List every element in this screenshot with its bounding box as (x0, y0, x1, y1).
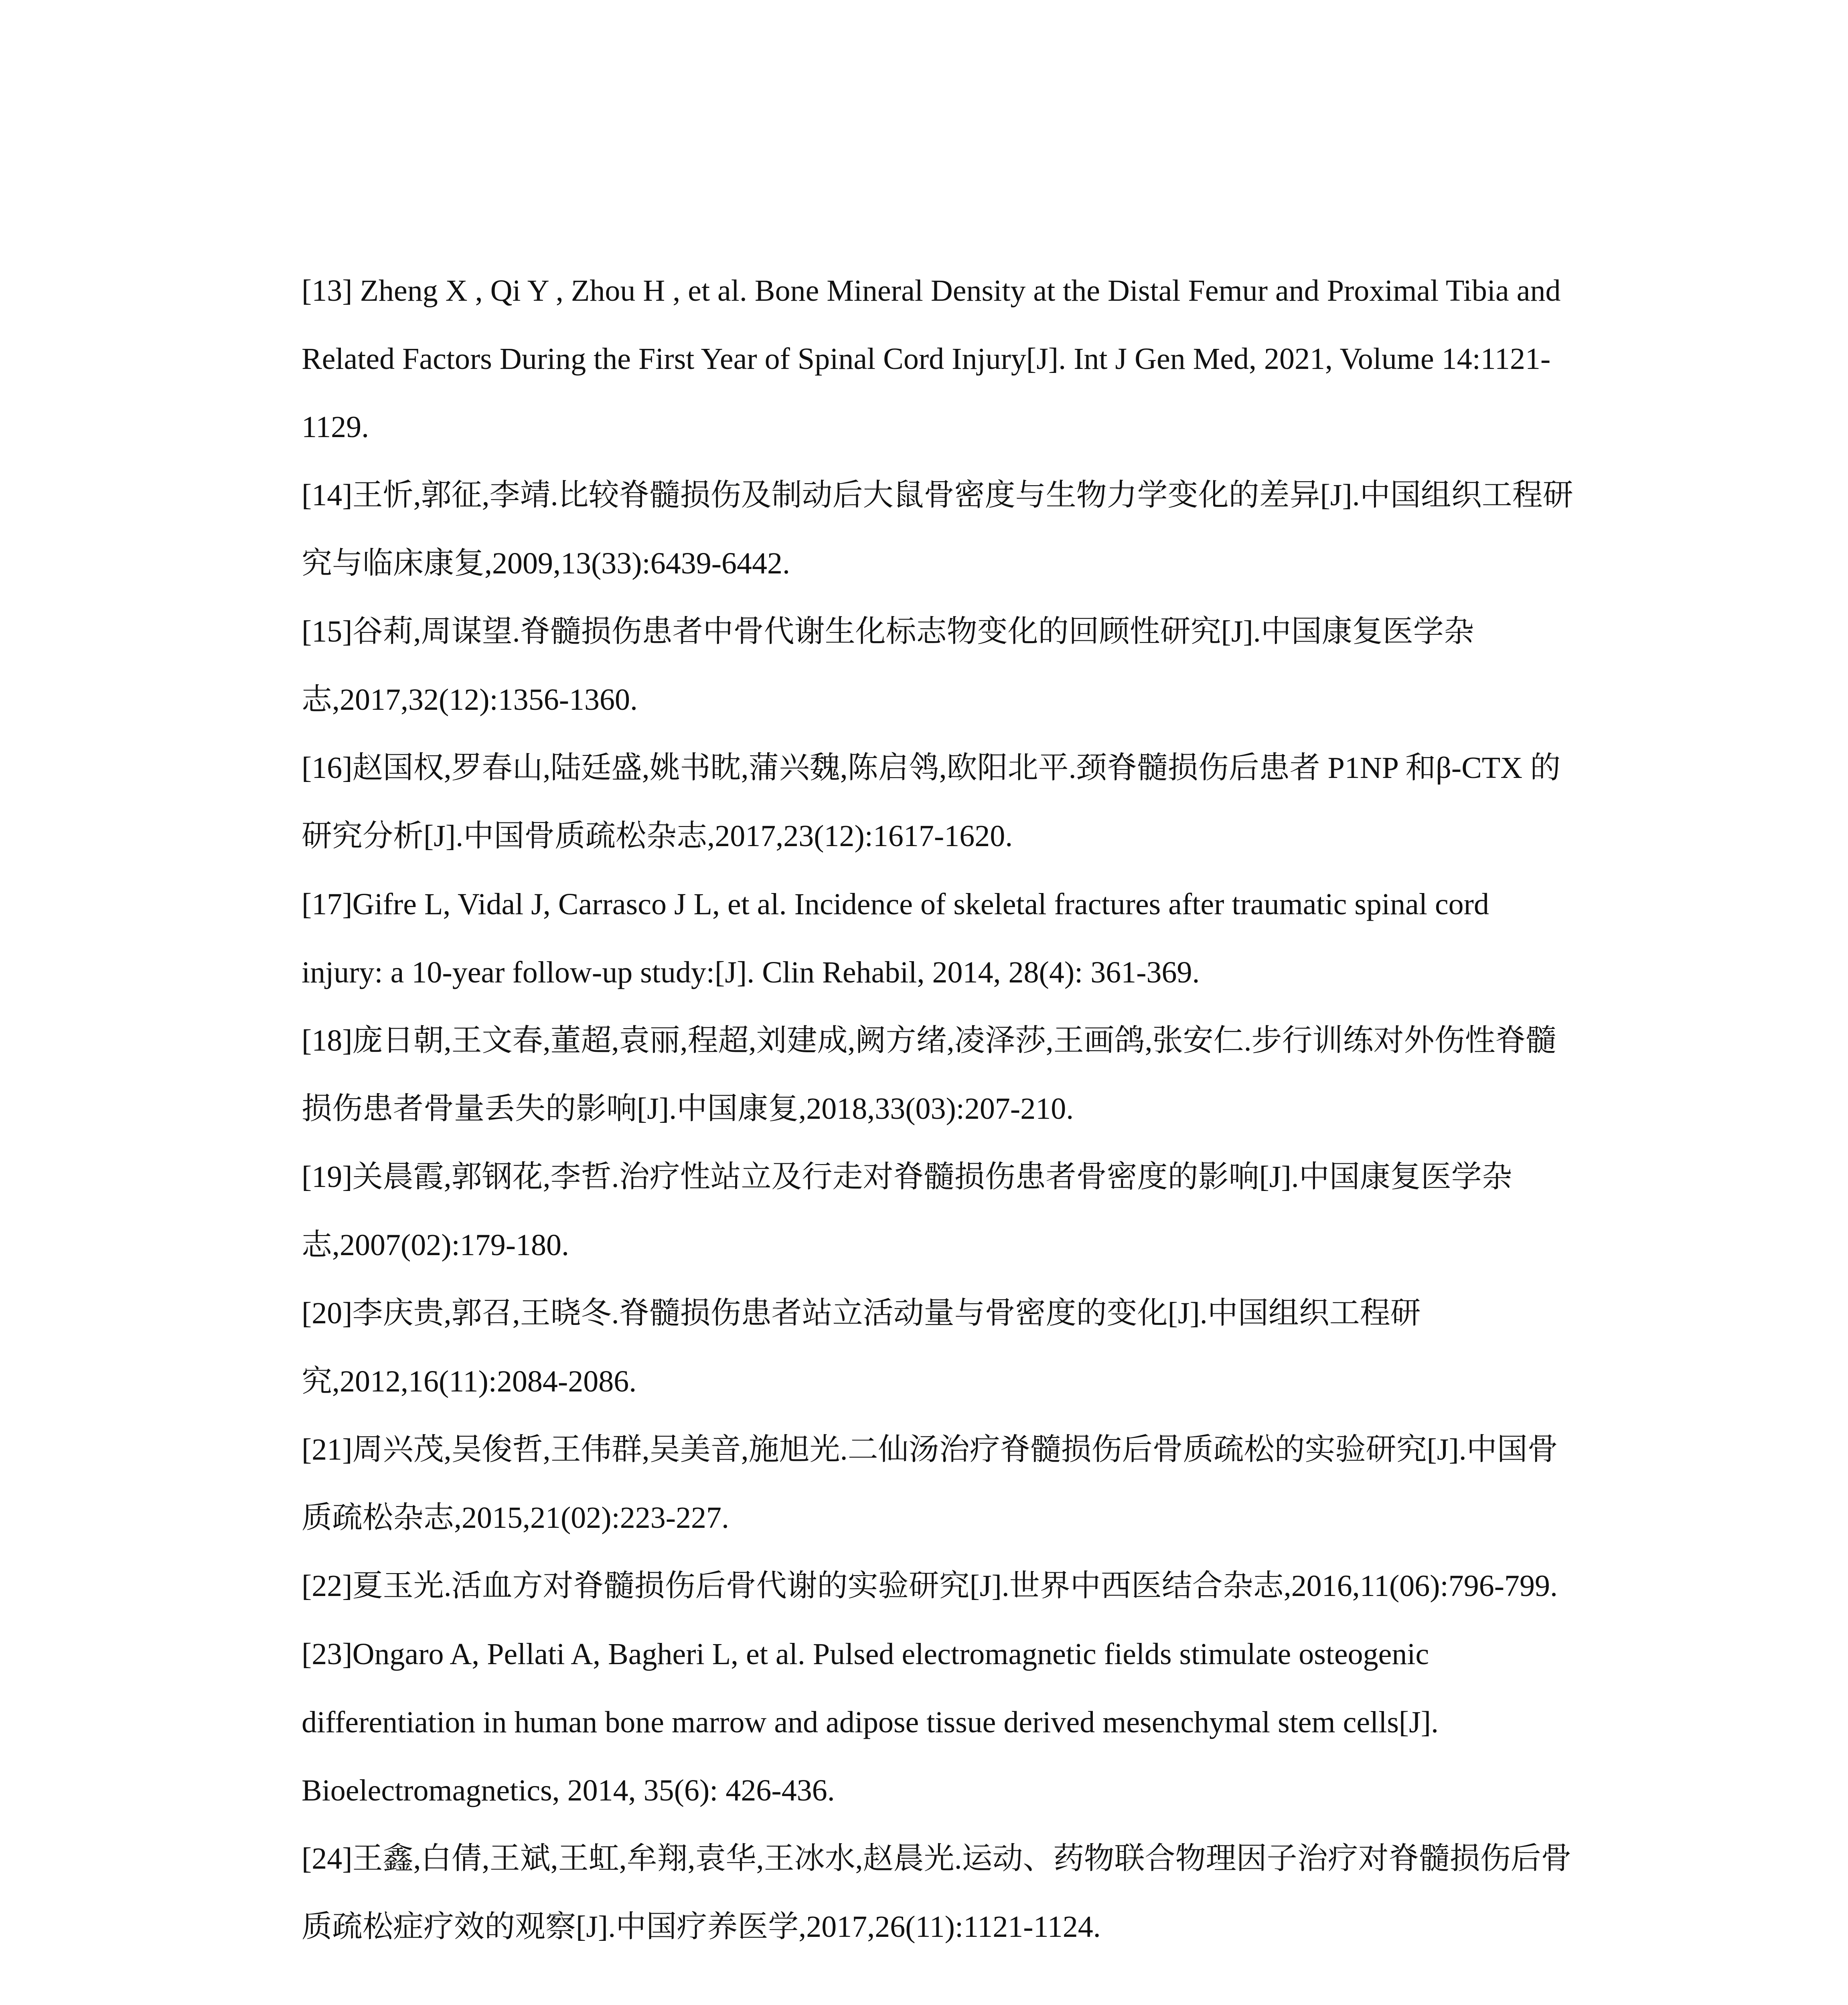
reference-17: [17]Gifre L, Vidal J, Carrasco J L, et al. Incidence of skeletal fractures after traumatic spinal cord injury: a 10-year follow-up study:[J]. Clin Rehabil, 2014, 28(4): 361-369. (302, 887, 1489, 989)
reference-list (302, 257, 1577, 1961)
reference-24: [24]王鑫,白倩,王斌,王虹,牟翔,袁华,王冰水,赵晨光.运动、药物联合物理因子治疗对脊髓损伤后骨质疏松症疗效的观察[J].中国疗养医学,2017,26(11):1121-1124. (302, 1842, 1572, 1944)
reference-14: [14]王忻,郭征,李靖.比较脊髓损伤及制动后大鼠骨密度与生物力学变化的差异[J].中国组织工程研究与临床康复,2009,13(33):6439-6442. (302, 478, 1573, 580)
reference-22: [22]夏玉光.活血方对脊髓损伤后骨代谢的实验研究[J].世界中西医结合杂志,2016,11(06):796-799. (302, 1569, 1558, 1603)
reference-21: [21]周兴茂,吴俊哲,王伟群,吴美音,施旭光.二仙汤治疗脊髓损伤后骨质疏松的实验研究[J].中国骨质疏松杂志,2015,21(02):223-227. (302, 1433, 1558, 1535)
reference-15: [15]谷莉,周谋望.脊髓损伤患者中骨代谢生化标志物变化的回顾性研究[J].中国康复医学杂志,2017,32(12):1356-1360. (302, 615, 1474, 717)
reference-18: [18]庞日朝,王文春,董超,袁丽,程超,刘建成,阙方绪,凌泽莎,王画鸽,张安仁.步行训练对外伤性脊髓损伤患者骨量丢失的影响[J].中国康复,2018,33(03):207-210. (302, 1024, 1556, 1126)
reference-13: [13] Zheng X , Qi Y , Zhou H , et al. Bone Mineral Density at the Distal Femur and Proximal Tibia and Related Factors During the First Year of Spinal Cord Injury[J]. Int J Gen Med, 2021, Volume 14:1121-1129. (302, 274, 1561, 444)
reference-20: [20]李庆贵,郭召,王晓冬.脊髓损伤患者站立活动量与骨密度的变化[J].中国组织工程研究,2012,16(11):2084-2086. (302, 1296, 1421, 1398)
reference-23: [23]Ongaro A, Pellati A, Bagheri L, et al. Pulsed electromagnetic fields stimulate osteogenic differentiation in human bone marrow and adipose tissue derived mesenchymal stem cells[J]. Bioelectromagnetics, 2014, 35(6): 426-436. (302, 1637, 1439, 1807)
reference-19: [19]关晨霞,郭钢花,李哲.治疗性站立及行走对脊髓损伤患者骨密度的影响[J].中国康复医学杂志,2007(02):179-180. (302, 1160, 1512, 1262)
reference-16: [16]赵国权,罗春山,陆廷盛,姚书眈,蒲兴魏,陈启鸰,欧阳北平.颈脊髓损伤后患者 P1NP 和β-CTX 的研究分析[J].中国骨质疏松杂志,2017,23(12):1617-1620. (302, 751, 1561, 853)
